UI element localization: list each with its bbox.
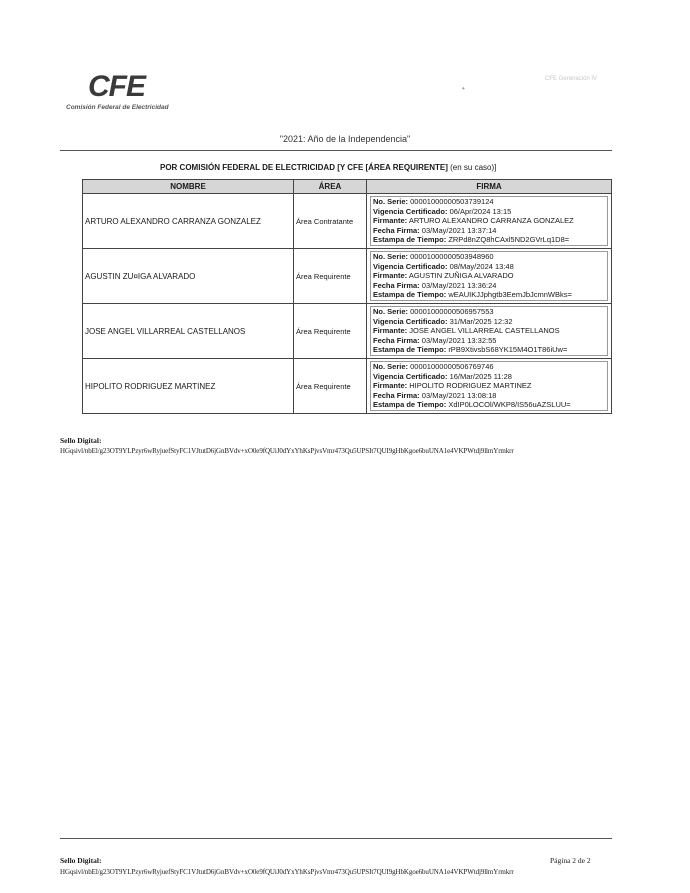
signature-estampa-value: wEAUIKJJphgtb3EemJbJcmnWBks=	[448, 290, 572, 300]
signature-fecha-label: Fecha Firma:	[373, 390, 420, 400]
signature-serie-label: No. Serie:	[373, 307, 409, 317]
motto: "2021: Año de la Independencia"	[279, 134, 411, 144]
signature-vigencia-value: 16/Mar/2025 11:28	[449, 371, 512, 381]
footer-sello-value: HGqsivl/nbEl/g23OT9YLPzyr6wRyjuefStyFC1VJtutD6jGnBVdv+xO0e9fQUiJ0dYxYhKsPjvsVmr473Qu5UPSIt7QUI9gHbKgoe6buUNA1e4VKPWtdj9llmYrmkrr	[60, 868, 514, 876]
signature-firmante-label: Firmante:	[373, 271, 408, 281]
page-number: Página 2 de 2	[550, 856, 591, 865]
signature-fecha-label: Fecha Firma:	[373, 280, 420, 290]
signature-vigencia-line	[373, 262, 605, 271]
signature-estampa-line	[373, 235, 605, 244]
table-row	[83, 304, 612, 359]
signer-area: Área Contratante	[294, 194, 367, 249]
signature-vigencia-label: Vigencia Certificado:	[373, 316, 448, 326]
signature-serie-value: 00001000000503948960	[410, 252, 494, 262]
signature-serie-value: 00001000000503739124	[410, 197, 494, 207]
footer-divider	[60, 838, 612, 839]
signature-vigencia-label: Vigencia Certificado:	[373, 206, 448, 216]
signature-firmante-label: Firmante:	[373, 216, 408, 226]
signature-firmante-value: ARTURO ALEXANDRO CARRANZA GONZALEZ	[408, 216, 574, 226]
section-heading-bold: POR COMISIÓN FEDERAL DE ELECTRICIDAD [Y CFE [ÁREA REQUIRENTE]	[160, 163, 448, 172]
signer-name: HIPOLITO RODRIGUEZ MARTINEZ	[83, 359, 294, 414]
sello-digital-label: Sello Digital:	[60, 436, 102, 445]
signature-vigencia-value: 06/Apr/2024 13:15	[449, 206, 512, 216]
signature-fecha-line	[373, 226, 605, 235]
section-heading-note: (en su caso)]	[450, 163, 497, 172]
signature-box	[370, 196, 608, 245]
signature-estampa-line	[373, 290, 605, 299]
watermark: CFE Generación IV	[545, 76, 598, 82]
signature-box	[370, 251, 608, 300]
signature-estampa-value: rPB9XtivsbS68YK15M4O1T86iUw=	[448, 345, 568, 355]
signature-fecha-label: Fecha Firma:	[373, 225, 420, 235]
table-row	[83, 194, 612, 249]
logo-mark: CFE	[88, 70, 145, 103]
signature-firmante-label: Firmante:	[373, 381, 408, 391]
signature-estampa-label: Estampa de Tiempo:	[373, 400, 447, 410]
signature-serie-label: No. Serie:	[373, 362, 409, 372]
signature-firmante-line	[373, 271, 605, 280]
signature-details	[367, 359, 612, 414]
signature-details	[367, 249, 612, 304]
signature-vigencia-label: Vigencia Certificado:	[373, 261, 448, 271]
signature-serie-value: 00001000000506769746	[410, 362, 494, 372]
signature-serie-label: No. Serie:	[373, 197, 409, 207]
footer-sello-label: Sello Digital:	[60, 856, 102, 865]
sello-digital-value: HGqsivl/nbEl/g23OT9YLPzyr6wRyjuefStyFC1VJtutD6jGnBVdv+xO0e9fQUiJ0dYxYhKsPjvsVmr473Qu5UPSIt7QUI9gHbKgoe6buUNA1e4VKPWtdj9llmYrmkrr	[60, 447, 514, 455]
signature-fecha-value: 03/May/2021 13:37:14	[421, 225, 497, 235]
signature-fecha-value: 03/May/2021 13:36:24	[421, 280, 497, 290]
signature-firmante-value: AGUSTIN ZUÑIGA ALVARADO	[408, 271, 514, 281]
signer-area: Área Requirente	[294, 249, 367, 304]
column-header-nombre: NOMBRE	[83, 180, 294, 194]
signature-fecha-value: 03/May/2021 13:08:18	[421, 390, 497, 400]
signature-serie-label: No. Serie:	[373, 252, 409, 262]
table-row	[83, 359, 612, 414]
signature-vigencia-line	[373, 317, 605, 326]
signer-name: AGUSTIN ZU¤IGA ALVARADO	[83, 249, 294, 304]
column-header-firma: FIRMA	[367, 180, 612, 194]
scan-dot: •	[462, 84, 465, 93]
signature-estampa-label: Estampa de Tiempo:	[373, 290, 447, 300]
signature-serie-value: 00001000000506957553	[410, 307, 494, 317]
section-heading	[160, 163, 496, 172]
table-row	[83, 249, 612, 304]
signature-vigencia-value: 08/May/2024 13:48	[449, 261, 514, 271]
signer-area: Área Requirente	[294, 304, 367, 359]
signer-name: ARTURO ALEXANDRO CARRANZA GONZALEZ	[83, 194, 294, 249]
signature-fecha-line	[373, 281, 605, 290]
signature-estampa-line	[373, 400, 605, 409]
signature-firmante-line	[373, 381, 605, 390]
signature-box	[370, 361, 608, 410]
logo-subtitle: Comisión Federal de Electricidad	[66, 104, 169, 111]
table-header-row	[83, 180, 612, 194]
signer-name: JOSE ANGEL VILLARREAL CASTELLANOS	[83, 304, 294, 359]
signature-serie-line	[373, 307, 605, 316]
signature-estampa-label: Estampa de Tiempo:	[373, 345, 447, 355]
signature-vigencia-value: 31/Mar/2025 12:32	[449, 316, 513, 326]
signature-serie-line	[373, 197, 605, 206]
signature-firmante-label: Firmante:	[373, 326, 408, 336]
header-divider	[60, 150, 612, 151]
signature-fecha-value: 03/May/2021 13:32:55	[421, 335, 497, 345]
signature-vigencia-label: Vigencia Certificado:	[373, 371, 448, 381]
signature-fecha-line	[373, 391, 605, 400]
signature-details	[367, 304, 612, 359]
cfe-logo	[66, 72, 186, 111]
signature-estampa-line	[373, 345, 605, 354]
signature-firmante-line	[373, 216, 605, 225]
signature-serie-line	[373, 252, 605, 261]
signature-fecha-line	[373, 336, 605, 345]
signature-vigencia-line	[373, 207, 605, 216]
signature-serie-line	[373, 362, 605, 371]
signature-estampa-value: XdIP0LOCOl/WKP8/IS56uAZSLUU=	[448, 400, 571, 410]
signature-fecha-label: Fecha Firma:	[373, 335, 420, 345]
signature-firmante-value: HIPOLITO RODRIGUEZ MARTINEZ	[409, 381, 532, 391]
signature-firmante-line	[373, 326, 605, 335]
signature-firmante-value: JOSE ANGEL VILLARREAL CASTELLANOS	[409, 326, 560, 336]
signature-estampa-value: ZRPd8nZQ8hCAxl5ND2GVrLq1D8=	[448, 235, 570, 245]
signatures-table	[82, 179, 612, 414]
signature-details	[367, 194, 612, 249]
signature-box	[370, 306, 608, 355]
signer-area: Área Requirente	[294, 359, 367, 414]
signature-vigencia-line	[373, 372, 605, 381]
signature-estampa-label: Estampa de Tiempo:	[373, 235, 447, 245]
column-header-area: ÁREA	[294, 180, 367, 194]
